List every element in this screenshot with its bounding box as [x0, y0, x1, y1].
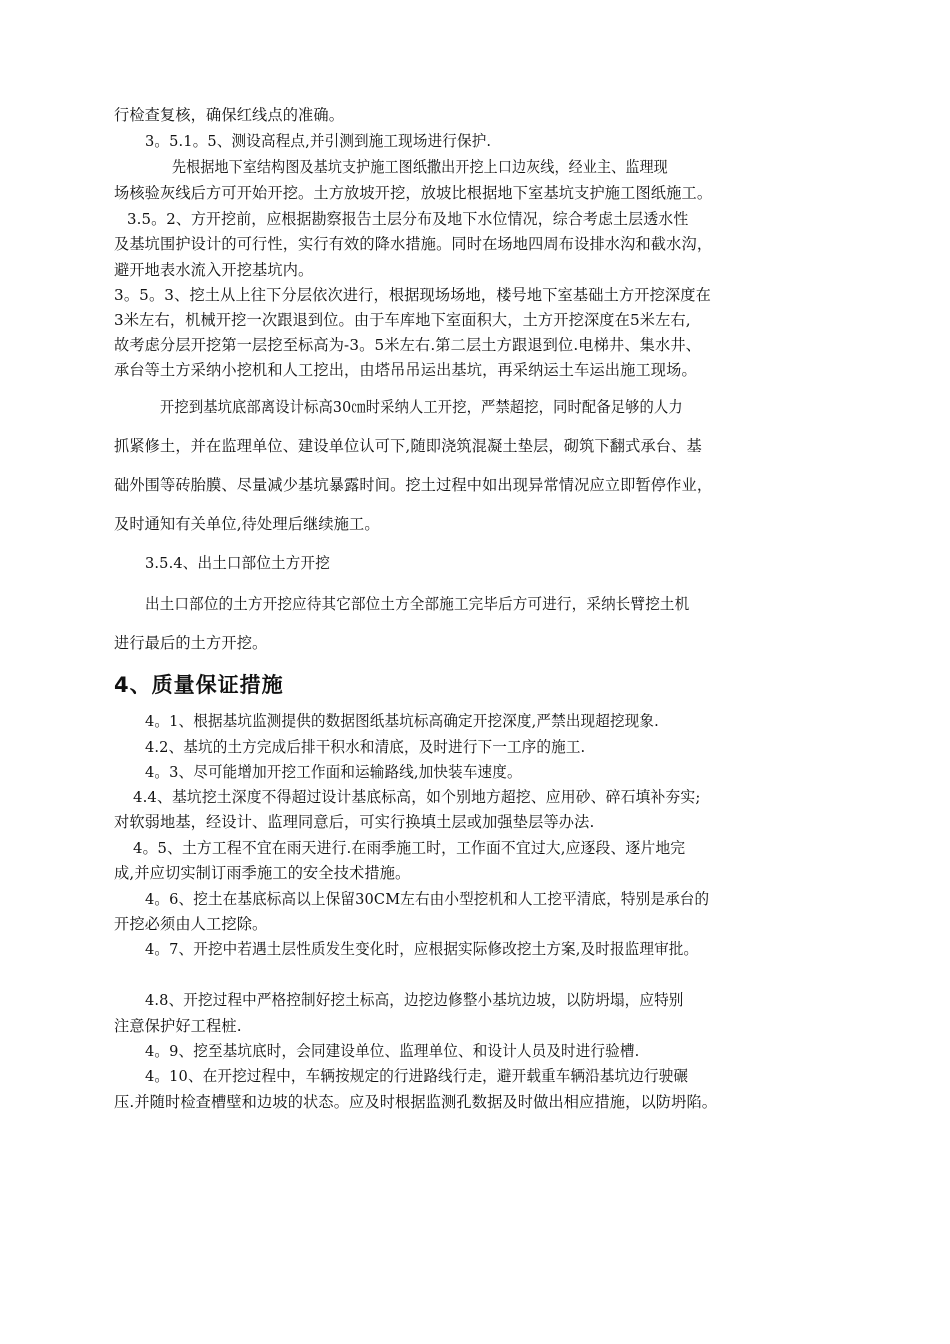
- list-item-line: 4。1、根据基坑监测提供的数据图纸基坑标高确定开挖深度,严禁出现超挖现象.: [145, 712, 659, 730]
- paragraph-line: 及时通知有关单位,待处理后继续施工。: [114, 515, 380, 533]
- paragraph-line: 先根据地下室结构图及基坑支护施工图纸撒出开挖上口边灰线，经业主、监理现: [172, 158, 668, 176]
- paragraph-line: 3.5.4、出土口部位土方开挖: [145, 554, 330, 572]
- paragraph-line: 抓紧修土，并在监理单位、建设单位认可下,随即浇筑混凝土垫层，砌筑下翻式承台、基: [114, 437, 702, 455]
- list-item-line: 4.8、开挖过程中严格控制好挖土标高，边挖边修整小基坑边坡，以防坍塌，应特别: [145, 991, 684, 1009]
- list-item-line: 4。5、土方工程不宜在雨天进行.在雨季施工时，工作面不宜过大,应逐段、逐片地完: [133, 839, 686, 857]
- section-heading: 4、质量保证措施: [114, 673, 284, 697]
- paragraph-line: 3。5。3、挖土从上往下分层依次进行，根据现场场地，楼号地下室基础土方开挖深度在: [114, 286, 711, 304]
- paragraph-line: 进行最后的土方开挖。: [114, 634, 268, 652]
- paragraph-line: 3。5.1。5、测设高程点,并引测到施工现场进行保护.: [145, 132, 492, 150]
- list-item-line: 4.4、基坑挖土深度不得超过设计基底标高，如个别地方超挖、应用砂、碎石填补夯实;: [133, 788, 701, 806]
- list-item-line: 4。9、挖至基坑底时，会同建设单位、监理单位、和设计人员及时进行验槽.: [145, 1042, 640, 1060]
- paragraph-line: 础外围等砖胎膜、尽量减少基坑暴露时间。挖土过程中如出现异常情况应立即暂停作业，: [114, 476, 713, 494]
- paragraph-line: 承台等土方采纳小挖机和人工挖出，由塔吊吊运出基坑，再采纳运土车运出施工现场。: [114, 361, 697, 379]
- list-item-line: 4。10、在开挖过程中，车辆按规定的行进路线行走，避开载重车辆沿基坑边行驶碾: [145, 1067, 689, 1085]
- list-item-line: 4.2、基坑的土方完成后排干积水和清底，及时进行下一工序的施工.: [145, 738, 586, 756]
- paragraph-line: 3米左右，机械开挖一次跟退到位。由于车库地下室面积大，土方开挖深度在5米左右,: [114, 311, 691, 329]
- list-item-line: 注意保护好工程桩.: [114, 1017, 242, 1035]
- list-item-line: 压.并随时检查槽壁和边坡的状态。应及时根据监测孔数据及时做出相应措施，以防坍陷。: [114, 1093, 718, 1111]
- list-item-line: 开挖必须由人工挖除。: [114, 915, 268, 933]
- list-item-line: 4。3、尽可能增加开挖工作面和运输路线,加快装车速度。: [145, 763, 522, 781]
- paragraph-line: 出土口部位的土方开挖应待其它部位土方全部施工完毕后方可进行，采纳长臂挖土机: [145, 595, 690, 613]
- paragraph-line: 及基坑围护设计的可行性，实行有效的降水措施。同时在场地四周布设排水沟和截水沟，: [114, 235, 713, 253]
- paragraph-line: 开挖到基坑底部离设计标高30㎝时采纳人工开挖，严禁超挖，同时配备足够的人力: [160, 398, 683, 416]
- list-item-line: 成,并应切实制订雨季施工的安全技术措施。: [114, 864, 411, 882]
- paragraph-line: 故考虑分层开挖第一层挖至标高为-3。5米左右.第二层土方跟退到位.电梯井、集水井、: [114, 336, 702, 354]
- paragraph-line: 场核验灰线后方可开始开挖。土方放坡开挖，放坡比根据地下室基坑支护施工图纸施工。: [114, 184, 713, 202]
- list-item-line: 4。6、挖土在基底标高以上保留30CM左右由小型挖机和人工挖平清底，特别是承台的: [145, 890, 710, 908]
- list-item-line: 对软弱地基，经设计、监理同意后，可实行换填土层或加强垫层等办法.: [114, 813, 595, 831]
- paragraph-line: 避开地表水流入开挖基坑内。: [114, 261, 314, 279]
- list-item-line: 4。7、开挖中若遇土层性质发生变化时，应根据实际修改挖土方案,及时报监理审批。: [145, 940, 699, 958]
- paragraph-line: 3.5。2、方开挖前，应根据勘察报告土层分布及地下水位情况，综合考虑土层透水性: [127, 210, 689, 228]
- paragraph-line: 行检查复核，确保红线点的准确。: [114, 106, 345, 124]
